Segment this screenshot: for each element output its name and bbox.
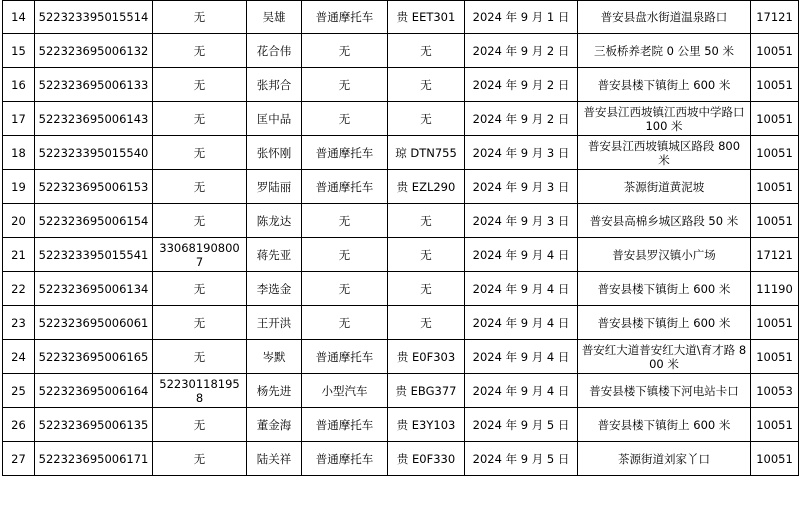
license-number-cell: 无 <box>153 136 247 170</box>
vehicle-type-cell: 无 <box>302 238 388 272</box>
person-name-cell: 岑默 <box>247 340 302 374</box>
table-row <box>3 68 799 102</box>
plate-number-cell: 无 <box>388 238 465 272</box>
violation-code-cell: 10051 <box>751 34 799 68</box>
record-code-cell: 522323695006135 <box>35 408 153 442</box>
plate-number-cell: 无 <box>388 272 465 306</box>
vehicle-type-cell: 无 <box>302 102 388 136</box>
table-row <box>3 408 799 442</box>
record-code-cell: 522323695006164 <box>35 374 153 408</box>
violation-code-cell: 17121 <box>751 238 799 272</box>
violation-code-cell: 10051 <box>751 340 799 374</box>
violation-date-cell: 2024 年 9 月 5 日 <box>465 442 578 476</box>
row-number-cell: 18 <box>3 136 35 170</box>
plate-number-cell: 无 <box>388 34 465 68</box>
license-number-cell: 无 <box>153 34 247 68</box>
row-number-cell: 24 <box>3 340 35 374</box>
violation-code-cell: 10051 <box>751 102 799 136</box>
table-row <box>3 238 799 272</box>
license-number-cell: 无 <box>153 306 247 340</box>
violation-code-cell: 10053 <box>751 374 799 408</box>
violation-date-cell: 2024 年 9 月 4 日 <box>465 272 578 306</box>
person-name-cell: 李选金 <box>247 272 302 306</box>
plate-number-cell: 无 <box>388 102 465 136</box>
violation-code-cell: 10051 <box>751 170 799 204</box>
person-name-cell: 陆关祥 <box>247 442 302 476</box>
violation-date-cell: 2024 年 9 月 2 日 <box>465 102 578 136</box>
record-code-cell: 522323695006132 <box>35 34 153 68</box>
license-number-cell: 无 <box>153 204 247 238</box>
license-number-cell: 无 <box>153 442 247 476</box>
violation-location-cell: 普安县楼下镇街上 600 米 <box>578 306 751 340</box>
record-code-cell: 522323695006171 <box>35 442 153 476</box>
violation-code-cell: 10051 <box>751 204 799 238</box>
row-number-cell: 21 <box>3 238 35 272</box>
row-number-cell: 15 <box>3 34 35 68</box>
violation-location-cell: 普安县盘水街道温泉路口 <box>578 1 751 34</box>
record-code-cell: 522323395015514 <box>35 1 153 34</box>
table-row <box>3 1 799 34</box>
plate-number-cell: 贵 EET301 <box>388 1 465 34</box>
violation-date-cell: 2024 年 9 月 3 日 <box>465 204 578 238</box>
vehicle-type-cell: 无 <box>302 68 388 102</box>
person-name-cell: 吴雄 <box>247 1 302 34</box>
license-number-cell: 无 <box>153 170 247 204</box>
license-number-cell: 无 <box>153 272 247 306</box>
violation-location-cell: 三板桥养老院 0 公里 50 米 <box>578 34 751 68</box>
violation-date-cell: 2024 年 9 月 4 日 <box>465 374 578 408</box>
violation-table <box>2 0 799 476</box>
violation-date-cell: 2024 年 9 月 2 日 <box>465 34 578 68</box>
record-code-cell: 522323695006154 <box>35 204 153 238</box>
license-number-cell: 无 <box>153 1 247 34</box>
record-code-cell: 522323695006143 <box>35 102 153 136</box>
plate-number-cell: 琼 DTN755 <box>388 136 465 170</box>
vehicle-type-cell: 普通摩托车 <box>302 170 388 204</box>
person-name-cell: 蒋先亚 <box>247 238 302 272</box>
vehicle-type-cell: 普通摩托车 <box>302 442 388 476</box>
record-code-cell: 522323395015540 <box>35 136 153 170</box>
person-name-cell: 陈龙达 <box>247 204 302 238</box>
row-number-cell: 20 <box>3 204 35 238</box>
person-name-cell: 董金海 <box>247 408 302 442</box>
row-number-cell: 27 <box>3 442 35 476</box>
record-code-cell: 522323695006133 <box>35 68 153 102</box>
license-number-cell: 330681908007 <box>153 238 247 272</box>
violation-date-cell: 2024 年 9 月 5 日 <box>465 408 578 442</box>
table-body <box>3 1 799 476</box>
vehicle-type-cell: 普通摩托车 <box>302 1 388 34</box>
violation-date-cell: 2024 年 9 月 4 日 <box>465 238 578 272</box>
violation-date-cell: 2024 年 9 月 4 日 <box>465 306 578 340</box>
row-number-cell: 26 <box>3 408 35 442</box>
table-row <box>3 340 799 374</box>
license-number-cell: 无 <box>153 102 247 136</box>
person-name-cell: 张怀刚 <box>247 136 302 170</box>
violation-location-cell: 普安红大道普安红大道\育才路 800 米 <box>578 340 751 374</box>
violation-location-cell: 普安县楼下镇楼下河电站卡口 <box>578 374 751 408</box>
violation-date-cell: 2024 年 9 月 2 日 <box>465 68 578 102</box>
record-code-cell: 522323395015541 <box>35 238 153 272</box>
violation-code-cell: 10051 <box>751 442 799 476</box>
row-number-cell: 19 <box>3 170 35 204</box>
record-code-cell: 522323695006061 <box>35 306 153 340</box>
table-row <box>3 204 799 238</box>
violation-code-cell: 10051 <box>751 408 799 442</box>
license-number-cell: 522301181958 <box>153 374 247 408</box>
plate-number-cell: 无 <box>388 204 465 238</box>
violation-date-cell: 2024 年 9 月 4 日 <box>465 340 578 374</box>
person-name-cell: 罗陆丽 <box>247 170 302 204</box>
vehicle-type-cell: 无 <box>302 204 388 238</box>
plate-number-cell: 无 <box>388 68 465 102</box>
table-row <box>3 272 799 306</box>
table-row <box>3 306 799 340</box>
vehicle-type-cell: 小型汽车 <box>302 374 388 408</box>
violation-location-cell: 普安县罗汉镇小广场 <box>578 238 751 272</box>
violation-date-cell: 2024 年 9 月 1 日 <box>465 1 578 34</box>
vehicle-type-cell: 无 <box>302 306 388 340</box>
violation-location-cell: 普安县楼下镇街上 600 米 <box>578 68 751 102</box>
vehicle-type-cell: 无 <box>302 34 388 68</box>
violation-code-cell: 10051 <box>751 306 799 340</box>
person-name-cell: 花合伟 <box>247 34 302 68</box>
person-name-cell: 杨先进 <box>247 374 302 408</box>
license-number-cell: 无 <box>153 68 247 102</box>
vehicle-type-cell: 普通摩托车 <box>302 408 388 442</box>
person-name-cell: 匡中品 <box>247 102 302 136</box>
record-code-cell: 522323695006134 <box>35 272 153 306</box>
vehicle-type-cell: 普通摩托车 <box>302 136 388 170</box>
table-row <box>3 34 799 68</box>
plate-number-cell: 贵 E3Y103 <box>388 408 465 442</box>
row-number-cell: 14 <box>3 1 35 34</box>
row-number-cell: 16 <box>3 68 35 102</box>
table-row <box>3 442 799 476</box>
row-number-cell: 22 <box>3 272 35 306</box>
person-name-cell: 张邦合 <box>247 68 302 102</box>
table-row <box>3 102 799 136</box>
plate-number-cell: 贵 E0F303 <box>388 340 465 374</box>
violation-location-cell: 普安县楼下镇街上 600 米 <box>578 272 751 306</box>
violation-code-cell: 17121 <box>751 1 799 34</box>
record-code-cell: 522323695006153 <box>35 170 153 204</box>
person-name-cell: 王开洪 <box>247 306 302 340</box>
violation-code-cell: 11190 <box>751 272 799 306</box>
license-number-cell: 无 <box>153 340 247 374</box>
table-row <box>3 374 799 408</box>
plate-number-cell: 无 <box>388 306 465 340</box>
violation-location-cell: 普安县江西坡镇江西坡中学路口 100 米 <box>578 102 751 136</box>
vehicle-type-cell: 普通摩托车 <box>302 340 388 374</box>
violation-code-cell: 10051 <box>751 68 799 102</box>
row-number-cell: 17 <box>3 102 35 136</box>
plate-number-cell: 贵 EBG377 <box>388 374 465 408</box>
violation-date-cell: 2024 年 9 月 3 日 <box>465 136 578 170</box>
table-row <box>3 170 799 204</box>
violation-location-cell: 茶源街道刘家丫口 <box>578 442 751 476</box>
record-code-cell: 522323695006165 <box>35 340 153 374</box>
violation-location-cell: 茶源街道黄泥坡 <box>578 170 751 204</box>
violation-location-cell: 普安县江西坡镇城区路段 800 米 <box>578 136 751 170</box>
vehicle-type-cell: 无 <box>302 272 388 306</box>
row-number-cell: 23 <box>3 306 35 340</box>
violation-location-cell: 普安县高棉乡城区路段 50 米 <box>578 204 751 238</box>
violation-location-cell: 普安县楼下镇街上 600 米 <box>578 408 751 442</box>
plate-number-cell: 贵 EZL290 <box>388 170 465 204</box>
row-number-cell: 25 <box>3 374 35 408</box>
table-row <box>3 136 799 170</box>
license-number-cell: 无 <box>153 408 247 442</box>
violation-date-cell: 2024 年 9 月 3 日 <box>465 170 578 204</box>
violation-code-cell: 10051 <box>751 136 799 170</box>
plate-number-cell: 贵 E0F330 <box>388 442 465 476</box>
